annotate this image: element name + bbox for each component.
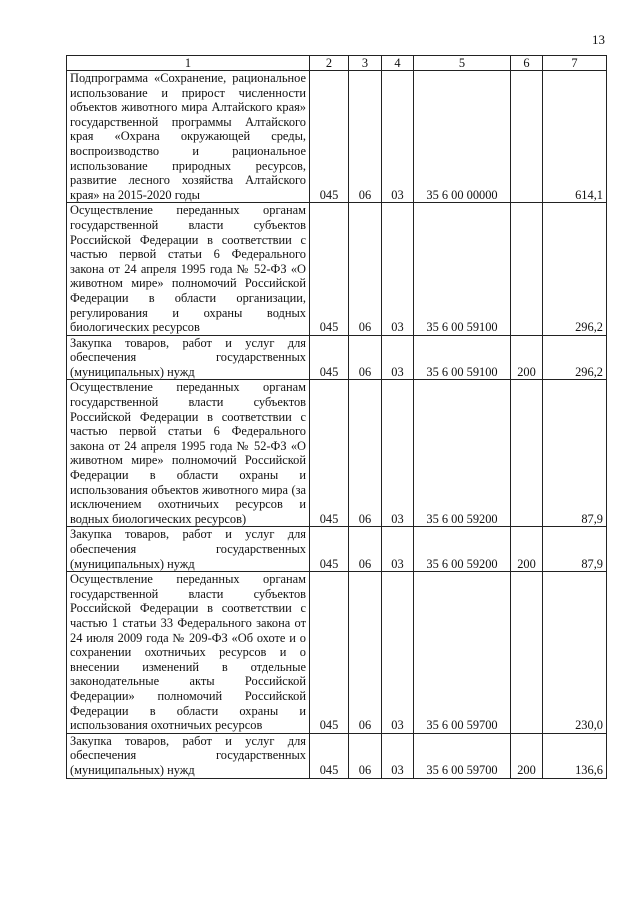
header-col-7: 7 xyxy=(543,56,607,71)
row-ministry-code: 045 xyxy=(310,733,349,778)
row-target-code: 35 6 00 59100 xyxy=(414,335,511,380)
table-header-row xyxy=(67,56,607,71)
row-subsection-code: 03 xyxy=(382,71,414,203)
row-target-code: 35 6 00 00000 xyxy=(414,71,511,203)
table-row xyxy=(67,527,607,572)
row-ministry-code: 045 xyxy=(310,71,349,203)
row-ministry-code: 045 xyxy=(310,203,349,335)
row-target-code: 35 6 00 59200 xyxy=(414,527,511,572)
row-section-code: 06 xyxy=(349,527,382,572)
row-section-code: 06 xyxy=(349,203,382,335)
row-expense-type xyxy=(511,203,543,335)
row-section-code: 06 xyxy=(349,733,382,778)
table-row xyxy=(67,335,607,380)
header-col-1: 1 xyxy=(67,56,310,71)
row-target-code: 35 6 00 59200 xyxy=(414,380,511,527)
table-row xyxy=(67,71,607,203)
row-expense-type xyxy=(511,71,543,203)
row-section-code: 06 xyxy=(349,71,382,203)
row-expense-type xyxy=(511,572,543,734)
row-amount: 296,2 xyxy=(543,335,607,380)
header-col-3: 3 xyxy=(349,56,382,71)
row-name: Закупка товаров, работ и услуг для обеспечения государственных (муниципальных) нужд xyxy=(67,335,310,380)
page-number: 13 xyxy=(592,32,605,47)
row-amount: 87,9 xyxy=(543,527,607,572)
table-row xyxy=(67,733,607,778)
row-name: Закупка товаров, работ и услуг для обеспечения государственных (муниципальных) нужд xyxy=(67,527,310,572)
row-expense-type xyxy=(511,380,543,527)
row-ministry-code: 045 xyxy=(310,335,349,380)
row-amount: 614,1 xyxy=(543,71,607,203)
row-name: Закупка товаров, работ и услуг для обеспечения государственных (муниципальных) нужд xyxy=(67,733,310,778)
budget-table xyxy=(66,55,607,779)
row-subsection-code: 03 xyxy=(382,527,414,572)
row-section-code: 06 xyxy=(349,335,382,380)
row-expense-type: 200 xyxy=(511,527,543,572)
row-target-code: 35 6 00 59700 xyxy=(414,572,511,734)
row-name: Осуществление переданных органам государственной власти субъектов Российской Федерации в соответствии с частью первой статьи 6 Федерального закона от 24 апреля 1995 года № 52-ФЗ «О животном мире» полномочий Российской Федерации в области организации, регулирования и охраны водных биологических ресурсов xyxy=(67,203,310,335)
row-amount: 87,9 xyxy=(543,380,607,527)
row-ministry-code: 045 xyxy=(310,380,349,527)
row-name: Подпрограмма «Сохранение, рациональное использование и прирост численности объектов животного мира Алтайского края» государственной программы Алтайского края «Охрана окружающей среды, воспроизводство и рациональное использование природных ресурсов, развитие лесного хозяйства Алтайского края» на 2015-2020 годы xyxy=(67,71,310,203)
row-expense-type: 200 xyxy=(511,733,543,778)
row-amount: 230,0 xyxy=(543,572,607,734)
row-section-code: 06 xyxy=(349,380,382,527)
table-row xyxy=(67,203,607,335)
row-expense-type: 200 xyxy=(511,335,543,380)
row-target-code: 35 6 00 59700 xyxy=(414,733,511,778)
header-col-6: 6 xyxy=(511,56,543,71)
row-name: Осуществление переданных органам государственной власти субъектов Российской Федерации в соответствии с частью первой статьи 6 Федерального закона от 24 апреля 1995 года № 52-ФЗ «О животном мире» полномочий Российской Федерации в области охраны и использования объектов животного мира (за исключением охотничьих ресурсов и водных биологических ресурсов) xyxy=(67,380,310,527)
table-row xyxy=(67,380,607,527)
table-row xyxy=(67,572,607,734)
row-subsection-code: 03 xyxy=(382,572,414,734)
row-section-code: 06 xyxy=(349,572,382,734)
row-subsection-code: 03 xyxy=(382,203,414,335)
header-col-5: 5 xyxy=(414,56,511,71)
row-ministry-code: 045 xyxy=(310,572,349,734)
row-subsection-code: 03 xyxy=(382,380,414,527)
row-ministry-code: 045 xyxy=(310,527,349,572)
row-amount: 136,6 xyxy=(543,733,607,778)
header-col-4: 4 xyxy=(382,56,414,71)
row-subsection-code: 03 xyxy=(382,733,414,778)
row-amount: 296,2 xyxy=(543,203,607,335)
header-col-2: 2 xyxy=(310,56,349,71)
row-target-code: 35 6 00 59100 xyxy=(414,203,511,335)
row-name: Осуществление переданных органам государственной власти субъектов Российской Федерации в соответствии с частью 1 статьи 33 Федерального закона от 24 июля 2009 года № 209-ФЗ «Об охоте и о сохранении охотничьих ресурсов и о внесении изменений в отдельные законодательные акты Российской Федерации» полномочий Российской Федерации в области охраны и использования охотничьих ресурсов xyxy=(67,572,310,734)
row-subsection-code: 03 xyxy=(382,335,414,380)
